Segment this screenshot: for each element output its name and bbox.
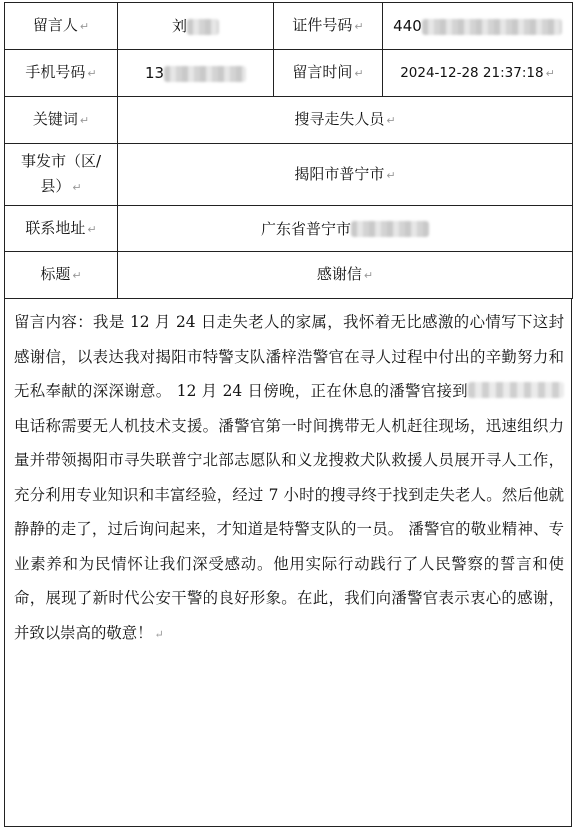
title-value: 感谢信 bbox=[316, 265, 362, 283]
phone-value: 13 bbox=[144, 64, 165, 82]
address-label-cell: 联系地址 ↵ bbox=[5, 206, 118, 252]
row-city bbox=[5, 144, 573, 206]
name-value: 刘 bbox=[171, 17, 187, 35]
paragraph-mark: ↵ bbox=[363, 269, 374, 282]
keyword-label-cell: 关键词 ↵ bbox=[5, 97, 118, 144]
row-title bbox=[5, 252, 573, 299]
message-document bbox=[4, 2, 572, 827]
paragraph-mark: ↵ bbox=[154, 627, 164, 641]
paragraph-mark: ↵ bbox=[386, 114, 396, 127]
city-label-cell: 事发市（区/县） ↵ bbox=[5, 144, 118, 206]
message-form-table bbox=[4, 2, 573, 299]
title-label-cell: 标题 ↵ bbox=[5, 252, 118, 299]
paragraph-mark: ↵ bbox=[72, 181, 82, 194]
title-value-cell bbox=[118, 252, 573, 299]
content-text-part2: 电话称需要无人机技术支援。潘警官第一时间携带无人机赶往现场，迅速组织力量并带领揭阳市寻失联普宁北部志愿队和义龙搜救犬队救援人员展开寻人工作，充分利用专业知识和丰富经验，经过 7 小时的搜寻终于找到走失老人。然后他就静静的走了，过后询问起来，才知道是特警支队的一员。 潘警官的敬业精神、专业素养和为民情怀让我们深受感动。他用实际行动践行了人民警察的誓言和使命，展现了新时代公安干警的良好形象。在此，我们向潘警官表示衷心的感谢，并致以崇高的敬意！ bbox=[14, 416, 564, 642]
row-phone-time bbox=[5, 50, 573, 97]
name-label-cell: 留言人 ↵ bbox=[5, 3, 118, 50]
redacted-blur bbox=[187, 19, 219, 35]
paragraph-mark: ↵ bbox=[87, 67, 97, 80]
paragraph-mark: ↵ bbox=[354, 20, 364, 33]
id-value-cell bbox=[383, 3, 573, 50]
paragraph-mark: ↵ bbox=[354, 67, 364, 80]
phone-value-cell bbox=[118, 50, 274, 97]
paragraph-mark: ↵ bbox=[79, 114, 90, 127]
redacted-blur bbox=[351, 221, 429, 237]
id-label-cell: 证件号码 ↵ bbox=[274, 3, 383, 50]
row-address bbox=[5, 206, 573, 252]
row-name-id bbox=[5, 3, 573, 50]
paragraph-mark: ↵ bbox=[72, 269, 82, 282]
id-value: 440 bbox=[393, 17, 422, 35]
content-text-part1: 留言内容：我是 12 月 24 日走失老人的家属，我怀着无比感激的心情写下这封感谢信，以表达我对揭阳市特警支队潘梓浩警官在寻人过程中付出的辛勤努力和无私奉献的深深谢意。 12 月 24 日傍晚，正在休息的潘警官接到 bbox=[14, 313, 564, 400]
time-label-cell: 留言时间 ↵ bbox=[274, 50, 383, 97]
paragraph-mark: ↵ bbox=[386, 168, 396, 182]
time-value-cell bbox=[383, 50, 573, 97]
address-value: 广东省普宁市 bbox=[260, 219, 351, 238]
keyword-value-cell bbox=[118, 97, 573, 144]
paragraph-mark: ↵ bbox=[87, 222, 97, 236]
city-value-cell bbox=[118, 144, 573, 206]
address-value-cell bbox=[118, 206, 573, 252]
phone-label-cell: 手机号码 ↵ bbox=[5, 50, 118, 97]
row-keyword bbox=[5, 97, 573, 144]
keyword-value: 搜寻走失人员 bbox=[294, 110, 385, 128]
paragraph-mark: ↵ bbox=[545, 67, 555, 80]
city-value: 揭阳市普宁市 bbox=[294, 164, 385, 183]
message-content bbox=[4, 299, 572, 827]
name-value-cell bbox=[118, 3, 274, 50]
redacted-blur bbox=[164, 66, 246, 82]
paragraph-mark: ↵ bbox=[79, 20, 90, 33]
time-value: 2024-12-28 21:37:18 bbox=[400, 65, 544, 81]
redacted-blur bbox=[468, 382, 564, 398]
redacted-blur bbox=[422, 19, 562, 35]
